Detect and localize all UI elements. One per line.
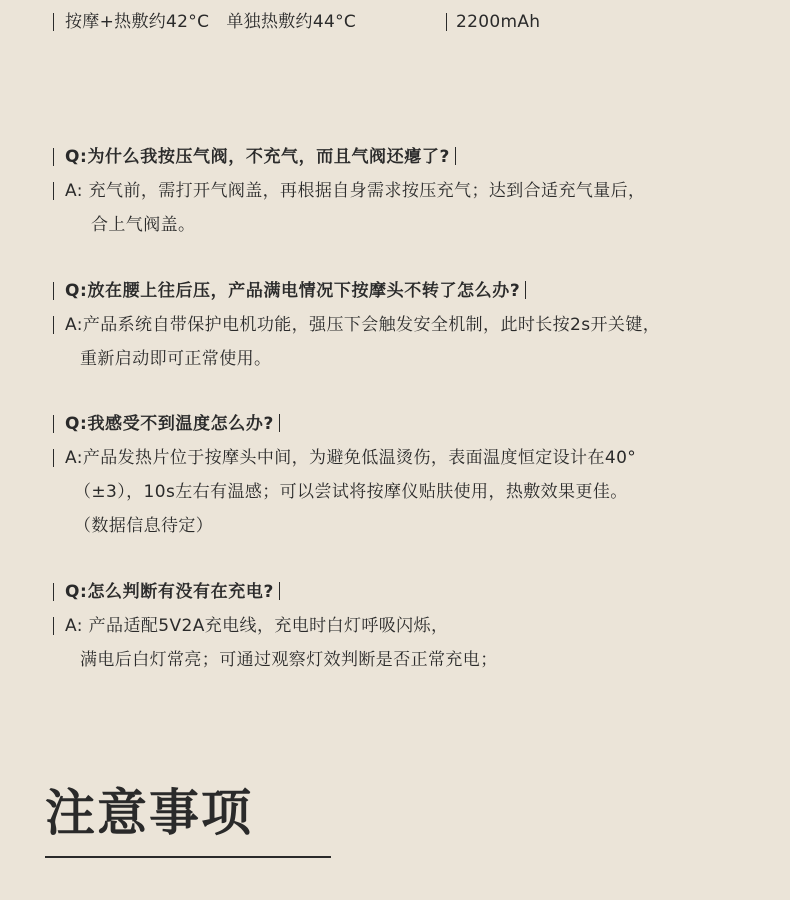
answer-text: 合上气阀盖。 (91, 215, 196, 235)
faq-question (53, 575, 773, 609)
title-underline (45, 856, 331, 858)
faq-answer (53, 609, 773, 643)
question-text: Q:怎么判断有没有在充电? (65, 582, 274, 602)
answer-text: （±3），10s左右有温感；可以尝试将按摩仪贴肤使用，热敷效果更佳。 (74, 482, 628, 502)
divider (279, 414, 280, 432)
divider (53, 282, 54, 300)
divider (279, 582, 280, 600)
answer-text: （数据信息待定） (74, 516, 214, 536)
answer-text: A:产品系统自带保护电机功能，强压下会触发安全机制，此时长按2s开关键， (65, 315, 661, 335)
faq-answer-cont (53, 342, 773, 376)
faq-question (53, 140, 773, 174)
faq-item (53, 575, 773, 677)
answer-text: A:产品发热片位于按摩头中间，为避免低温烫伤，表面温度恒定设计在40° (65, 448, 637, 468)
faq-item (53, 274, 773, 376)
notice-title: 注意事项 (45, 784, 253, 842)
faq-answer (53, 174, 773, 208)
faq-question (53, 407, 773, 441)
answer-text: A: 充气前，需打开气阀盖，再根据自身需求按压充气；达到合适充气量后， (65, 181, 646, 201)
divider (53, 415, 54, 433)
divider (525, 281, 526, 299)
faq-item (53, 407, 773, 543)
divider (53, 583, 54, 601)
faq-answer (53, 308, 773, 342)
divider (446, 13, 447, 31)
faq-answer-cont (53, 509, 773, 543)
faq-answer-cont (53, 475, 773, 509)
question-text: Q:我感受不到温度怎么办? (65, 414, 274, 434)
divider (53, 182, 54, 200)
question-text: Q:为什么我按压气阀，不充气，而且气阀还瘪了? (65, 147, 450, 167)
divider (53, 13, 54, 31)
temperature-spec: 按摩+热敷约42°C 单独热敷约44°C (65, 12, 357, 32)
divider (53, 617, 54, 635)
divider (53, 316, 54, 334)
answer-text: A: 产品适配5V2A充电线，充电时白灯呼吸闪烁， (65, 616, 449, 636)
divider (53, 148, 54, 166)
divider (455, 147, 456, 165)
faq-question (53, 274, 773, 308)
faq-answer-cont (53, 208, 773, 242)
divider (53, 449, 54, 467)
faq-answer (53, 441, 773, 475)
faq-item (53, 140, 773, 242)
battery-spec: 2200mAh (456, 12, 541, 32)
answer-text: 满电后白灯常亮；可通过观察灯效判断是否正常充电； (80, 650, 498, 670)
question-text: Q:放在腰上往后压，产品满电情况下按摩头不转了怎么办? (65, 281, 521, 301)
answer-text: 重新启动即可正常使用。 (80, 349, 272, 369)
faq-answer-cont (53, 643, 773, 677)
spec-row (53, 10, 753, 34)
